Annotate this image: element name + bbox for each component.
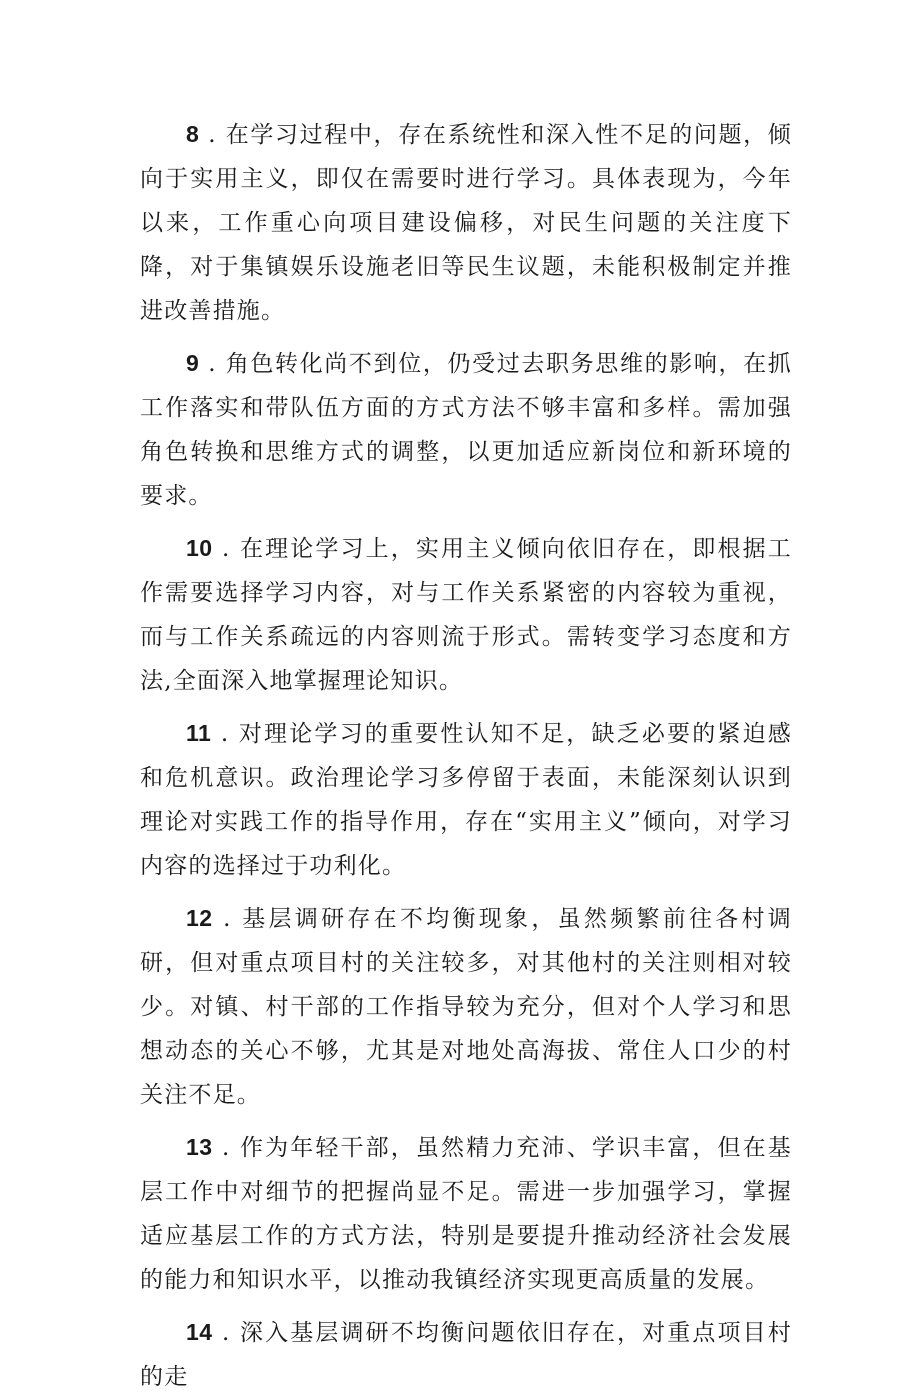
list-item xyxy=(140,112,792,333)
item-number: 13 xyxy=(186,1134,213,1160)
item-text: . 在理论学习上，实用主义倾向依旧存在，即根据工作需要选择学习内容，对与工作关系紧密的内容较为重视，而与工作关系疏远的内容则流于形式。需转变学习态度和方法,全面深入地掌握理论知识。 xyxy=(140,536,792,694)
item-text: . 在学习过程中，存在系统性和深入性不足的问题，倾向于实用主义，即仅在需要时进行学习。具体表现为，今年以来，工作重心向项目建设偏移，对民生问题的关注度下降，对于集镇娱乐设施老旧等民生议题，未能积极制定并推进改善措施。 xyxy=(140,122,792,324)
list-item xyxy=(140,711,792,888)
item-number: 11 xyxy=(186,720,212,746)
list-item xyxy=(140,896,792,1117)
item-number: 10 xyxy=(186,535,213,561)
item-text: . 角色转化尚不到位，仍受过去职务思维的影响，在抓工作落实和带队伍方面的方式方法不够丰富和多样。需加强角色转换和思维方式的调整，以更加适应新岗位和新环境的要求。 xyxy=(140,351,792,509)
list-item xyxy=(140,1310,792,1390)
item-text: . 基层调研存在不均衡现象，虽然频繁前往各村调研，但对重点项目村的关注较多，对其他村的关注则相对较少。对镇、村干部的工作指导较为充分，但对个人学习和思想动态的关心不够，尤其是对地处高海拔、常住人口少的村关注不足。 xyxy=(140,906,792,1108)
list-item xyxy=(140,341,792,518)
item-number: 14 xyxy=(186,1319,213,1345)
item-number: 9 xyxy=(186,350,200,376)
list-item xyxy=(140,1125,792,1302)
item-text: . 深入基层调研不均衡问题依旧存在，对重点项目村的走 xyxy=(140,1320,792,1390)
item-text: . 对理论学习的重要性认知不足，缺乏必要的紧迫感和危机意识。政治理论学习多停留于表面，未能深刻认识到理论对实践工作的指导作用，存在“实用主义”倾向，对学习内容的选择过于功利化。 xyxy=(140,721,792,879)
document-body xyxy=(140,112,792,1390)
item-number: 12 xyxy=(186,905,213,931)
item-text: . 作为年轻干部，虽然精力充沛、学识丰富，但在基层工作中对细节的把握尚显不足。需进一步加强学习，掌握适应基层工作的方式方法，特别是要提升推动经济社会发展的能力和知识水平，以推动我镇经济实现更高质量的发展。 xyxy=(140,1135,792,1293)
list-item xyxy=(140,526,792,703)
item-number: 8 xyxy=(186,121,200,147)
